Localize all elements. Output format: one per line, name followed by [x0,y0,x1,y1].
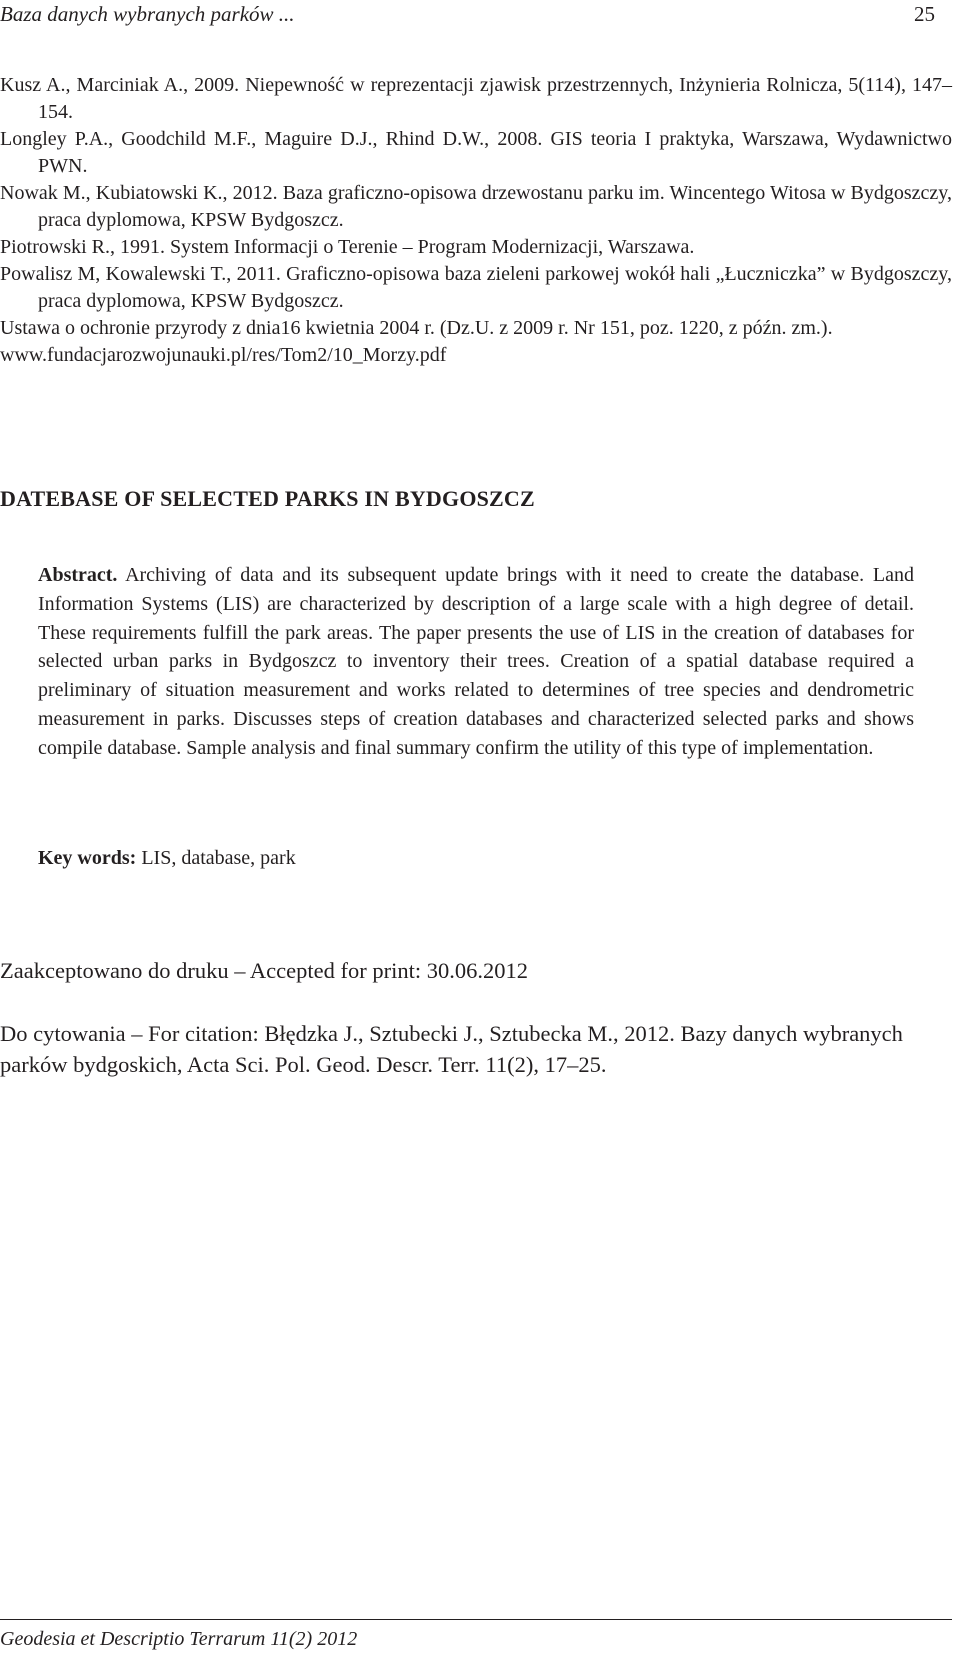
abstract-label: Abstract. [38,564,118,586]
accepted-for-print: Zaakceptowano do druku – Accepted for print: 30.06.2012 [0,958,528,983]
reference-item: Powalisz M, Kowalewski T., 2011. Graficzno-opisowa baza zieleni parkowej wokół hali „Łuczniczka” w Bydgoszczy, praca dyplomowa, KPSW Bydgoszcz. [0,263,952,312]
reference-item: Longley P.A., Goodchild M.F., Maguire D.J., Rhind D.W., 2008. GIS teoria I praktyka, Warszawa, Wydawnictwo PWN. [0,128,952,177]
section-title: DATEBASE OF SELECTED PARKS IN BYDGOSZCZ [0,486,535,511]
keywords [38,847,296,870]
footer-journal-name: Geodesia et Descriptio Terrarum 11(2) 2012 [0,1628,358,1650]
citation: Do cytowania – For citation: Błędzka J., Sztubecki J., Sztubecka M., 2012. Bazy danych wybranych parków bydgoskich, Acta Sci. Pol. Geod. Descr. Terr. 11(2), 17–25. [0,1021,903,1077]
keywords-label: Key words: [38,847,137,869]
reference-list [0,72,952,369]
running-header [0,0,960,30]
abstract [38,561,914,763]
reference-item: www.fundacjarozwojunauki.pl/res/Tom2/10_Morzy.pdf [0,344,447,366]
running-header-title: Baza danych wybranych parków ... [0,2,295,26]
footer-divider [0,1619,952,1620]
reference-item: Ustawa o ochronie przyrody z dnia16 kwietnia 2004 r. (Dz.U. z 2009 r. Nr 151, poz. 1220, z późn. zm.). [0,317,833,339]
keywords-text: LIS, database, park [141,847,296,869]
page-number: 25 [914,2,935,26]
abstract-text: Archiving of data and its subsequent update brings with it need to create the database. Land Information Systems (LIS) are characterized by description of a large scale with a high degree of detail. These requirements fulfill the park areas. The paper presents the use of LIS in the creation of databases for selected urban parks in Bydgoszcz to inventory their trees. Creation of a spatial database required a preliminary of situation measurement and works related to determines of tree species and dendrometric measurement in parks. Discusses steps of creation databases and characterized selected parks and shows compile database. Sample analysis and final summary confirm the utility of this type of implementation. [38,564,914,759]
reference-item: Nowak M., Kubiatowski K., 2012. Baza graficzno-opisowa drzewostanu parku im. Wincentego Witosa w Bydgoszczy, praca dyplomowa, KPSW Bydgoszcz. [0,182,952,231]
reference-item: Piotrowski R., 1991. System Informacji o Terenie – Program Modernizacji, Warszawa. [0,236,695,258]
reference-item: Kusz A., Marciniak A., 2009. Niepewność w reprezentacji zjawisk przestrzennych, Inżynieria Rolnicza, 5(114), 147–154. [0,74,952,123]
